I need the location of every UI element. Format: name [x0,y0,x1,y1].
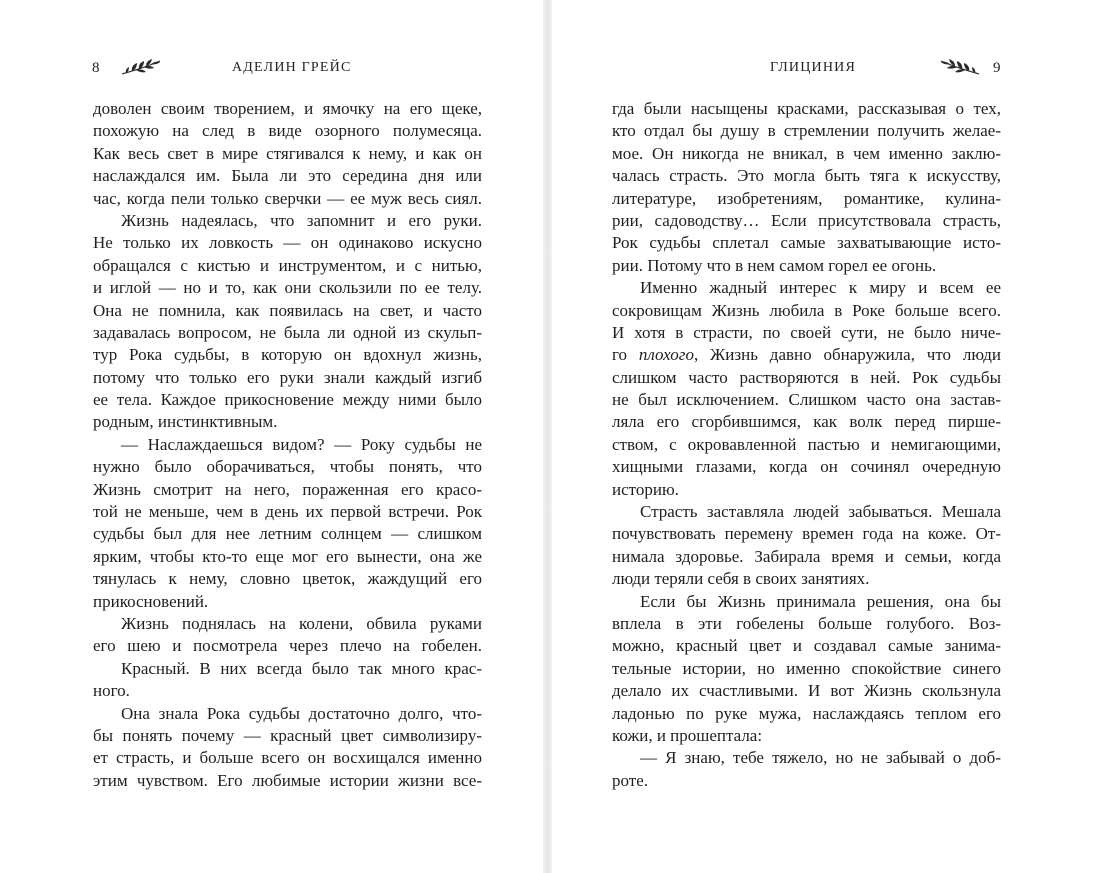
text-line: сокровищам Жизнь любила в Роке больше всего. [612,300,1001,320]
text-line: ладонью по руке мужа, наслаждаясь теплом его [612,703,1001,723]
sprig-icon [937,57,981,84]
text-line: гда были насыщены красками, рассказывая о тех, [612,99,1001,118]
text-line: Страсть заставляла людей забываться. Мешала [640,502,1001,522]
text-line: Жизнь поднялась на колени, обвила руками [121,613,482,633]
text-line: этим чувством. Его любимые истории жизни все- [93,770,482,790]
text-line: потому что только его руки знали каждый изгиб [93,367,482,387]
text-line: доволен своим творением, и ямочку на его щеке, [93,99,482,118]
text-line: похожую на след в виде озорного полумесяца. [93,121,482,141]
text-line: ного. [93,681,130,701]
left-page [0,0,543,873]
book-gutter [543,0,552,873]
text-line: делало их счастливыми. И вот Жизнь скользнула [612,681,1001,701]
text-line: Именно жадный интерес к миру и всем ее [640,278,1001,298]
text-line: Как весь свет в мире стягивался к нему, и как он [93,143,482,163]
text-line: Она знала Рока судьбы достаточно долго, что- [121,703,482,723]
text-line: его шею и посмотрела через плечо на гобелен. [93,636,482,656]
text-line: Она не помнила, как появилась на свет, и часто [93,300,482,320]
text-line: Красный. В них всегда было так много крас- [121,658,482,678]
text-line: ярким, чтобы кто-то еще мог его вынести, она же [93,546,482,566]
text-line: тельные истории, но именно спокойствие синего [612,658,1001,678]
text-line: обращался с кистью и инструментом, и с нитью, [93,255,482,275]
text-line: Если бы Жизнь принимала решения, она бы [640,591,1001,611]
text-line: кто отдал бы душу в стремлении получить желае- [612,121,1001,141]
right-page [552,0,1097,873]
text-line: хищными глазами, когда он сочинял очередную [612,457,1001,477]
right-body-text [612,98,1001,792]
page-number: 9 [993,60,1001,76]
text-line: почувствовать перемену времен года на коже. От- [612,524,1001,544]
text-line: Рок судьбы сплетал самые захватывающие исто- [612,233,1001,253]
text-line: чалась страсть. Это могла быть тяга к искусству, [612,166,1001,186]
text-line: нимала здоровье. Забирала время и семьи, когда [612,546,1001,566]
text-line: и иглой — но и то, как они скользили по ее телу. [93,278,482,298]
text-line: слишком часто растворяются в ней. Рок судьбы [612,367,1001,387]
page-number: 8 [92,60,100,76]
text-line: наслаждался им. Была ли это середина дня или [93,166,482,186]
text-line: не был исключением. Слишком часто она застав- [612,390,1001,410]
text-line: родным, инстинктивным. [93,412,278,432]
text-line: мое. Он никогда не вникал, в чем именно заклю- [612,143,1001,163]
right-page-header [552,60,1097,82]
text-line: бы понять почему — красный цвет символизиру- [93,725,482,745]
text-line: тянулась к нему, словно цветок, жаждущий его [93,569,482,589]
text-line: го плохого, Жизнь давно обнаружила, что люди [612,345,1001,365]
running-title: ГЛИЦИНИЯ [770,60,857,75]
text-line: ет страсть, и больше всего он восхищался именно [93,748,482,768]
text-line: ством, с окровавленной пастью и немигающими, [612,434,1001,454]
text-line: ее тела. Каждое прикосновение между ними было [93,390,482,410]
text-line: вплела в эти гобелены больше голубого. Воз- [612,613,1001,633]
text-line: тур Рока судьбы, в которую он вдохнул жизнь, [93,345,482,365]
text-line: той не меньше, чем в день их первой встречи. Рок [93,502,482,522]
text-line: судьбы был для нее летним солнцем — слишком [93,524,482,544]
left-body-text [93,98,482,792]
text-line: нужно было оборачиваться, чтобы понять, что [93,457,482,477]
text-line: роте. [612,770,649,790]
text-line: литературе, изобретениям, романтике, кулина- [612,188,1001,208]
text-line: час, когда пели только сверчки — ее муж весь сиял. [93,188,482,208]
text-line: кожи, и прошептала: [612,725,763,745]
text-line: рии. Потому что в нем самом горел ее огонь. [612,255,937,275]
text-line: люди теряли себя в своих занятиях. [612,569,870,589]
text-line: прикосновений. [93,591,209,611]
text-line: рии, садоводству… Если присутствовала страсть, [612,210,1001,230]
text-line: Не только их ловкость — он одинаково искусно [93,233,482,253]
text-line: И хотя в страсти, по своей сути, не было ниче- [612,322,1001,342]
text-line: можно, красный цвет и создавал самые занима- [612,636,1001,656]
left-page-header [0,60,543,82]
sprig-icon [120,57,164,84]
text-line: задавалась вопросом, не была ли одной из скульп- [93,322,482,342]
text-line: ляла его сгорбившимся, как волк перед пирше- [612,412,1001,432]
text-line: историю. [612,479,679,499]
text-line: — Я знаю, тебе тяжело, но не забывай о доб- [640,748,1001,768]
text-line: Жизнь надеялась, что запомнит и его руки. [121,210,482,230]
running-title: АДЕЛИН ГРЕЙС [232,60,352,75]
text-line: Жизнь смотрит на него, пораженная его красо- [93,479,482,499]
text-line: — Наслаждаешься видом? — Року судьбы не [121,434,482,454]
